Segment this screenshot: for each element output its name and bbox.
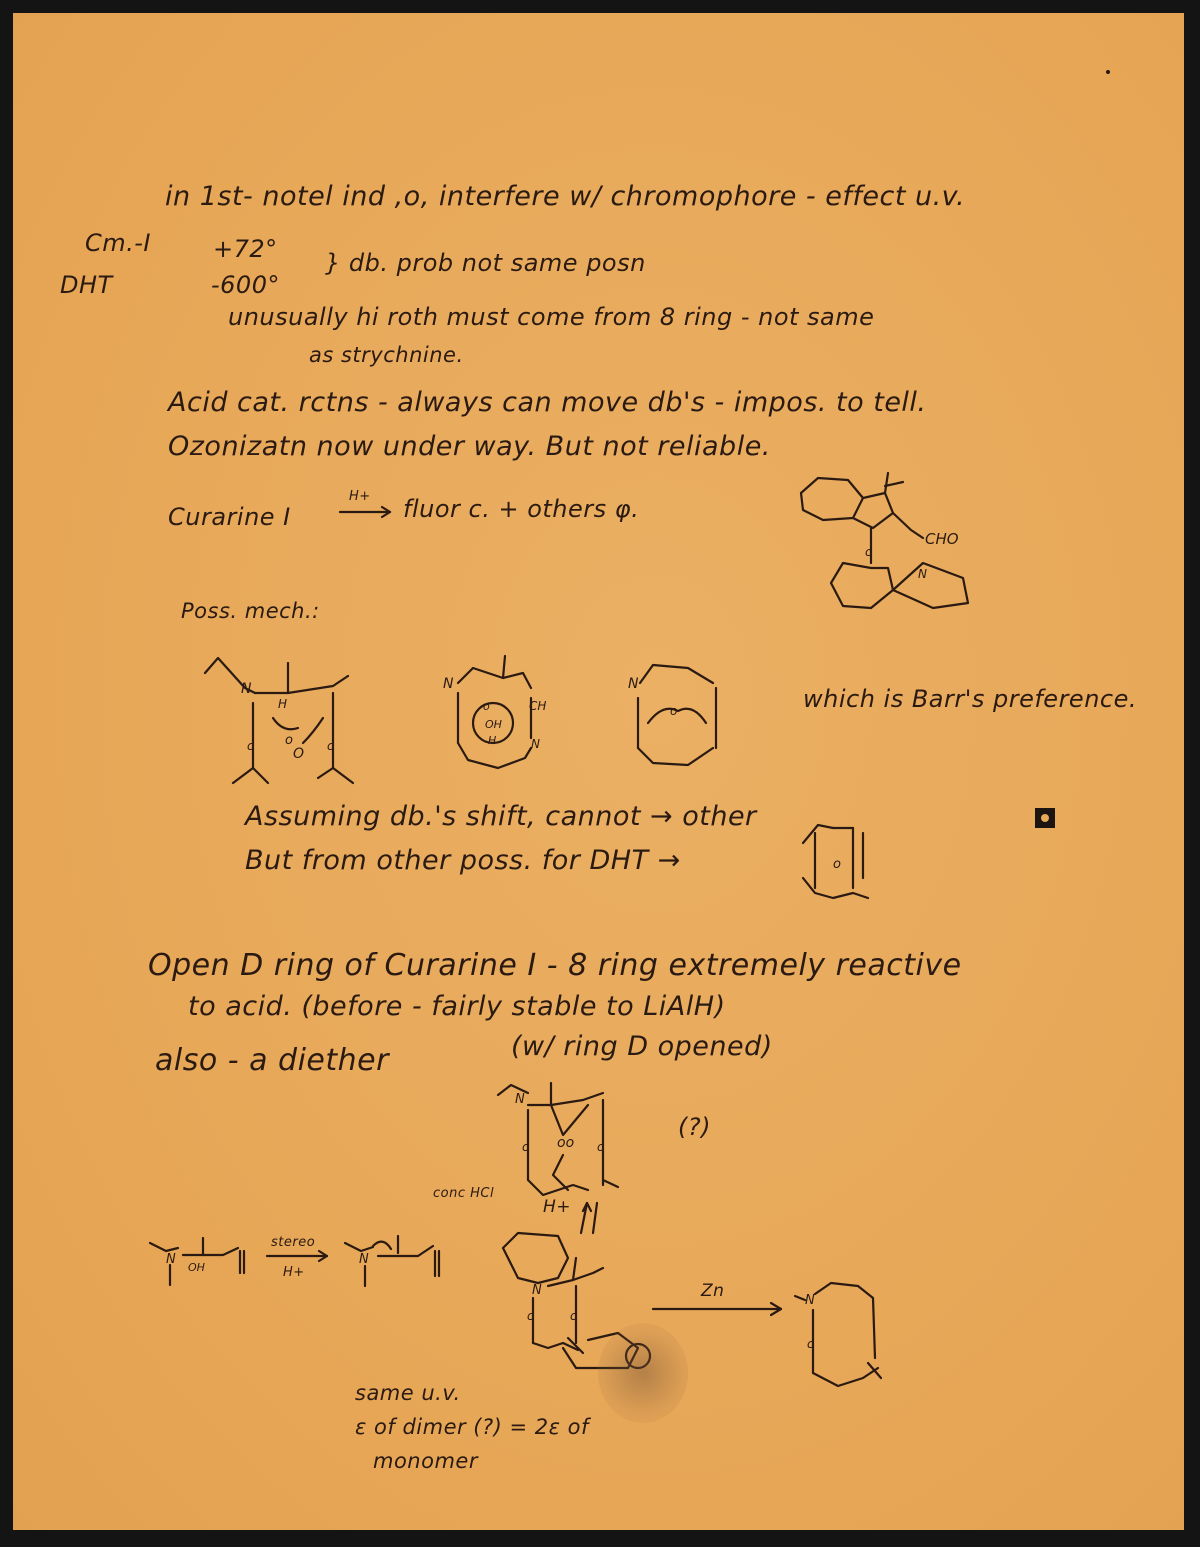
reaction-arrow (338, 505, 398, 519)
zn-product-structure (793, 1278, 903, 1398)
note-line-ozonization: Ozonizatn now under way. But not reliable. (168, 431, 771, 462)
svg-text:N: N (532, 1283, 542, 1298)
stereo-product-structure (343, 1231, 453, 1291)
notebook-page (13, 13, 1184, 1530)
question-mark: (?) (678, 1113, 711, 1141)
dht-value: -600° (211, 271, 280, 299)
svg-text:N: N (359, 1252, 369, 1267)
svg-text:oo: oo (557, 1135, 575, 1151)
svg-text:o: o (833, 857, 841, 872)
note-line-dht: But from other poss. for DHT → (245, 845, 681, 876)
note-line-roth: unusually hi roth must come from 8 ring - not same (228, 303, 875, 331)
svg-text:N: N (515, 1092, 525, 1107)
svg-text:H: H (488, 734, 497, 747)
svg-text:N: N (918, 567, 927, 581)
fluor-note: fluor c. + others φ. (403, 495, 640, 523)
ink-smudge (598, 1323, 688, 1423)
mechanism-structure-1 (203, 648, 363, 788)
poss-mech-label: Poss. mech.: (181, 599, 320, 623)
stereo-reactant-structure (148, 1233, 258, 1293)
note-line-open-d: Open D ring of Curarine I - 8 ring extremely reactive (148, 948, 962, 983)
note-line-chromophore: in 1st- notel ind ,o, interfere w/ chromophore - effect u.v. (165, 181, 966, 212)
svg-text:c: c (570, 1309, 577, 1323)
note-line-to-acid: to acid. (before - fairly stable to LiAlH) (188, 991, 726, 1022)
svg-text:N: N (166, 1252, 176, 1267)
db-note: } db. prob not same posn (325, 249, 646, 277)
svg-text:N: N (443, 676, 454, 692)
stereo-h-plus: H+ (283, 1265, 305, 1280)
note-line-diether: also - a diether (155, 1043, 389, 1078)
svg-text:N: N (241, 681, 252, 697)
svg-text:OH: OH (485, 718, 502, 731)
epsilon-note: ε of dimer (?) = 2ε of (355, 1415, 589, 1439)
svg-text:o: o (285, 733, 293, 748)
svg-text:c: c (327, 739, 334, 753)
svg-text:o: o (483, 700, 490, 713)
svg-text:c: c (527, 1309, 534, 1323)
svg-text:c: c (807, 1337, 814, 1351)
zn-label: Zn (701, 1281, 725, 1301)
svg-text:c: c (522, 1140, 529, 1154)
ink-dot (1106, 70, 1110, 74)
note-line-strychnine: as strychnine. (309, 343, 464, 367)
svg-text:o: o (670, 704, 678, 718)
svg-text:O: O (293, 746, 305, 762)
note-line-acid-cat: Acid cat. rctns - always can move db's - impos. to tell. (168, 387, 927, 418)
svg-text:c: c (247, 739, 254, 753)
note-line-assuming: Assuming db.'s shift, cannot → other (245, 801, 757, 832)
mechanism-structure-2 (433, 648, 563, 778)
zn-arrow (651, 1301, 791, 1317)
svg-text:OH: OH (188, 1261, 205, 1274)
same-uv-note: same u.v. (355, 1381, 461, 1405)
svg-text:N: N (531, 737, 540, 751)
stereo-label: stereo (271, 1235, 316, 1250)
mechanism-structure-3 (618, 653, 728, 773)
cm-label: Cm.-I (85, 229, 152, 257)
cho-label: CHO (925, 530, 959, 548)
svg-text:c: c (865, 545, 872, 559)
barr-preference: which is Barr's preference. (803, 685, 1137, 713)
stereo-arrow (265, 1249, 335, 1263)
note-ring-d-opened: (w/ ring D opened) (511, 1031, 773, 1062)
h-plus-vertical: H+ (543, 1197, 572, 1217)
svg-text:N: N (805, 1293, 815, 1308)
svg-text:c: c (597, 1140, 604, 1154)
reaction-h-plus: H+ (349, 489, 371, 504)
indole-aldehyde-structure (793, 468, 993, 628)
cm-value: +72° (213, 235, 278, 263)
conc-hcl-label: conc HCl (433, 1186, 495, 1201)
diether-structure (493, 1075, 653, 1205)
svg-text:CH: CH (529, 699, 547, 713)
page-marker-stamp (1035, 808, 1055, 828)
dht-label: DHT (60, 271, 113, 299)
dht-structure (793, 813, 893, 913)
monomer-note: monomer (373, 1449, 478, 1473)
curarine-label: Curarine I (168, 503, 291, 531)
svg-text:N: N (628, 676, 639, 692)
svg-text:H: H (278, 697, 288, 711)
